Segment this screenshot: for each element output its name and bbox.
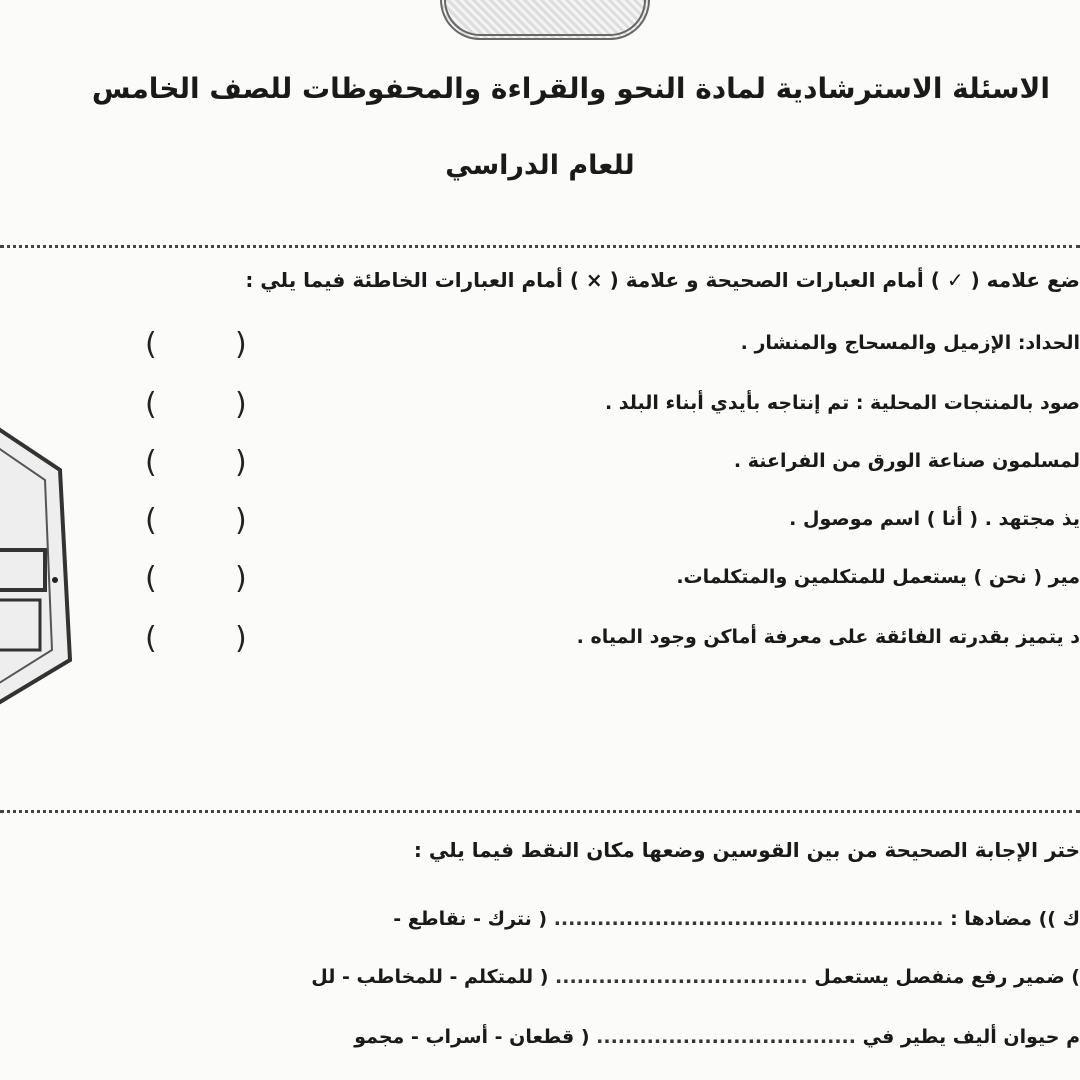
page-title: الاسئلة الاسترشادية لمادة النحو والقراءة والمحفوظات للصف الخامس: [91, 72, 1050, 105]
list-item: [0, 1026, 1080, 1048]
answer-box-open[interactable]: (: [145, 387, 157, 422]
list-item: الحداد: الإزميل والمسحاج والمنشار .: [740, 332, 1080, 354]
list-item: لمسلمون صناعة الورق من الفراعنة .: [733, 450, 1080, 472]
question-prompt: ك )) مضادها :: [950, 908, 1080, 930]
answer-box-close[interactable]: ): [235, 327, 247, 362]
answer-box-close[interactable]: ): [235, 387, 247, 422]
list-item: صود بالمنتجات المحلية : تم إنتاجه بأيدي أبناء البلد .: [604, 392, 1080, 414]
list-item: د يتميز بقدرته الفائقة على معرفة أماكن وجود المياه .: [576, 626, 1080, 648]
list-item: [0, 966, 1080, 988]
answer-options: ( قطعان - أسراب - مجمو: [354, 1026, 590, 1048]
answer-box-open[interactable]: (: [145, 445, 157, 480]
page-subtitle: للعام الدراسي: [445, 150, 635, 181]
answer-box-open[interactable]: (: [145, 503, 157, 538]
section2-instruction: ختر الإجابة الصحيحة من بين القوسين وضعها مكان النقط فيما يلي :: [413, 838, 1080, 862]
list-item: مير ( نحن ) يستعمل للمتكلمين والمتكلمات.: [676, 566, 1080, 588]
divider: [0, 245, 1080, 248]
seal-stamp-top: [440, 0, 650, 40]
answer-box-close[interactable]: ): [235, 503, 247, 538]
answer-box-close[interactable]: ): [235, 561, 247, 596]
answer-box-open[interactable]: (: [145, 327, 157, 362]
section1-instruction: ضع علامه ( ✓ ) أمام العبارات الصحيحة و علامة ( × ) أمام العبارات الخاطئة فيما يلي :: [245, 268, 1080, 292]
answer-blank[interactable]: ....................................: [596, 1026, 856, 1048]
answer-options: ( نترك - نقاطع -: [393, 908, 548, 930]
answer-box-close[interactable]: ): [235, 621, 247, 656]
divider: [0, 810, 1080, 813]
answer-box-close[interactable]: ): [235, 445, 247, 480]
answer-blank[interactable]: ......................................................: [553, 908, 944, 930]
answer-options: ( للمتكلم - للمخاطب - لل: [311, 966, 549, 988]
answer-box-open[interactable]: (: [145, 561, 157, 596]
list-item: يذ مجتهد . ( أنا ) اسم موصول .: [789, 508, 1080, 530]
answer-blank[interactable]: ...................................: [555, 966, 808, 988]
answer-box-open[interactable]: (: [145, 621, 157, 656]
question-prompt: م حيوان أليف يطير في: [862, 1026, 1080, 1048]
question-prompt: ) ضمير رفع منفصل يستعمل: [814, 966, 1080, 988]
list-item: [0, 908, 1080, 930]
